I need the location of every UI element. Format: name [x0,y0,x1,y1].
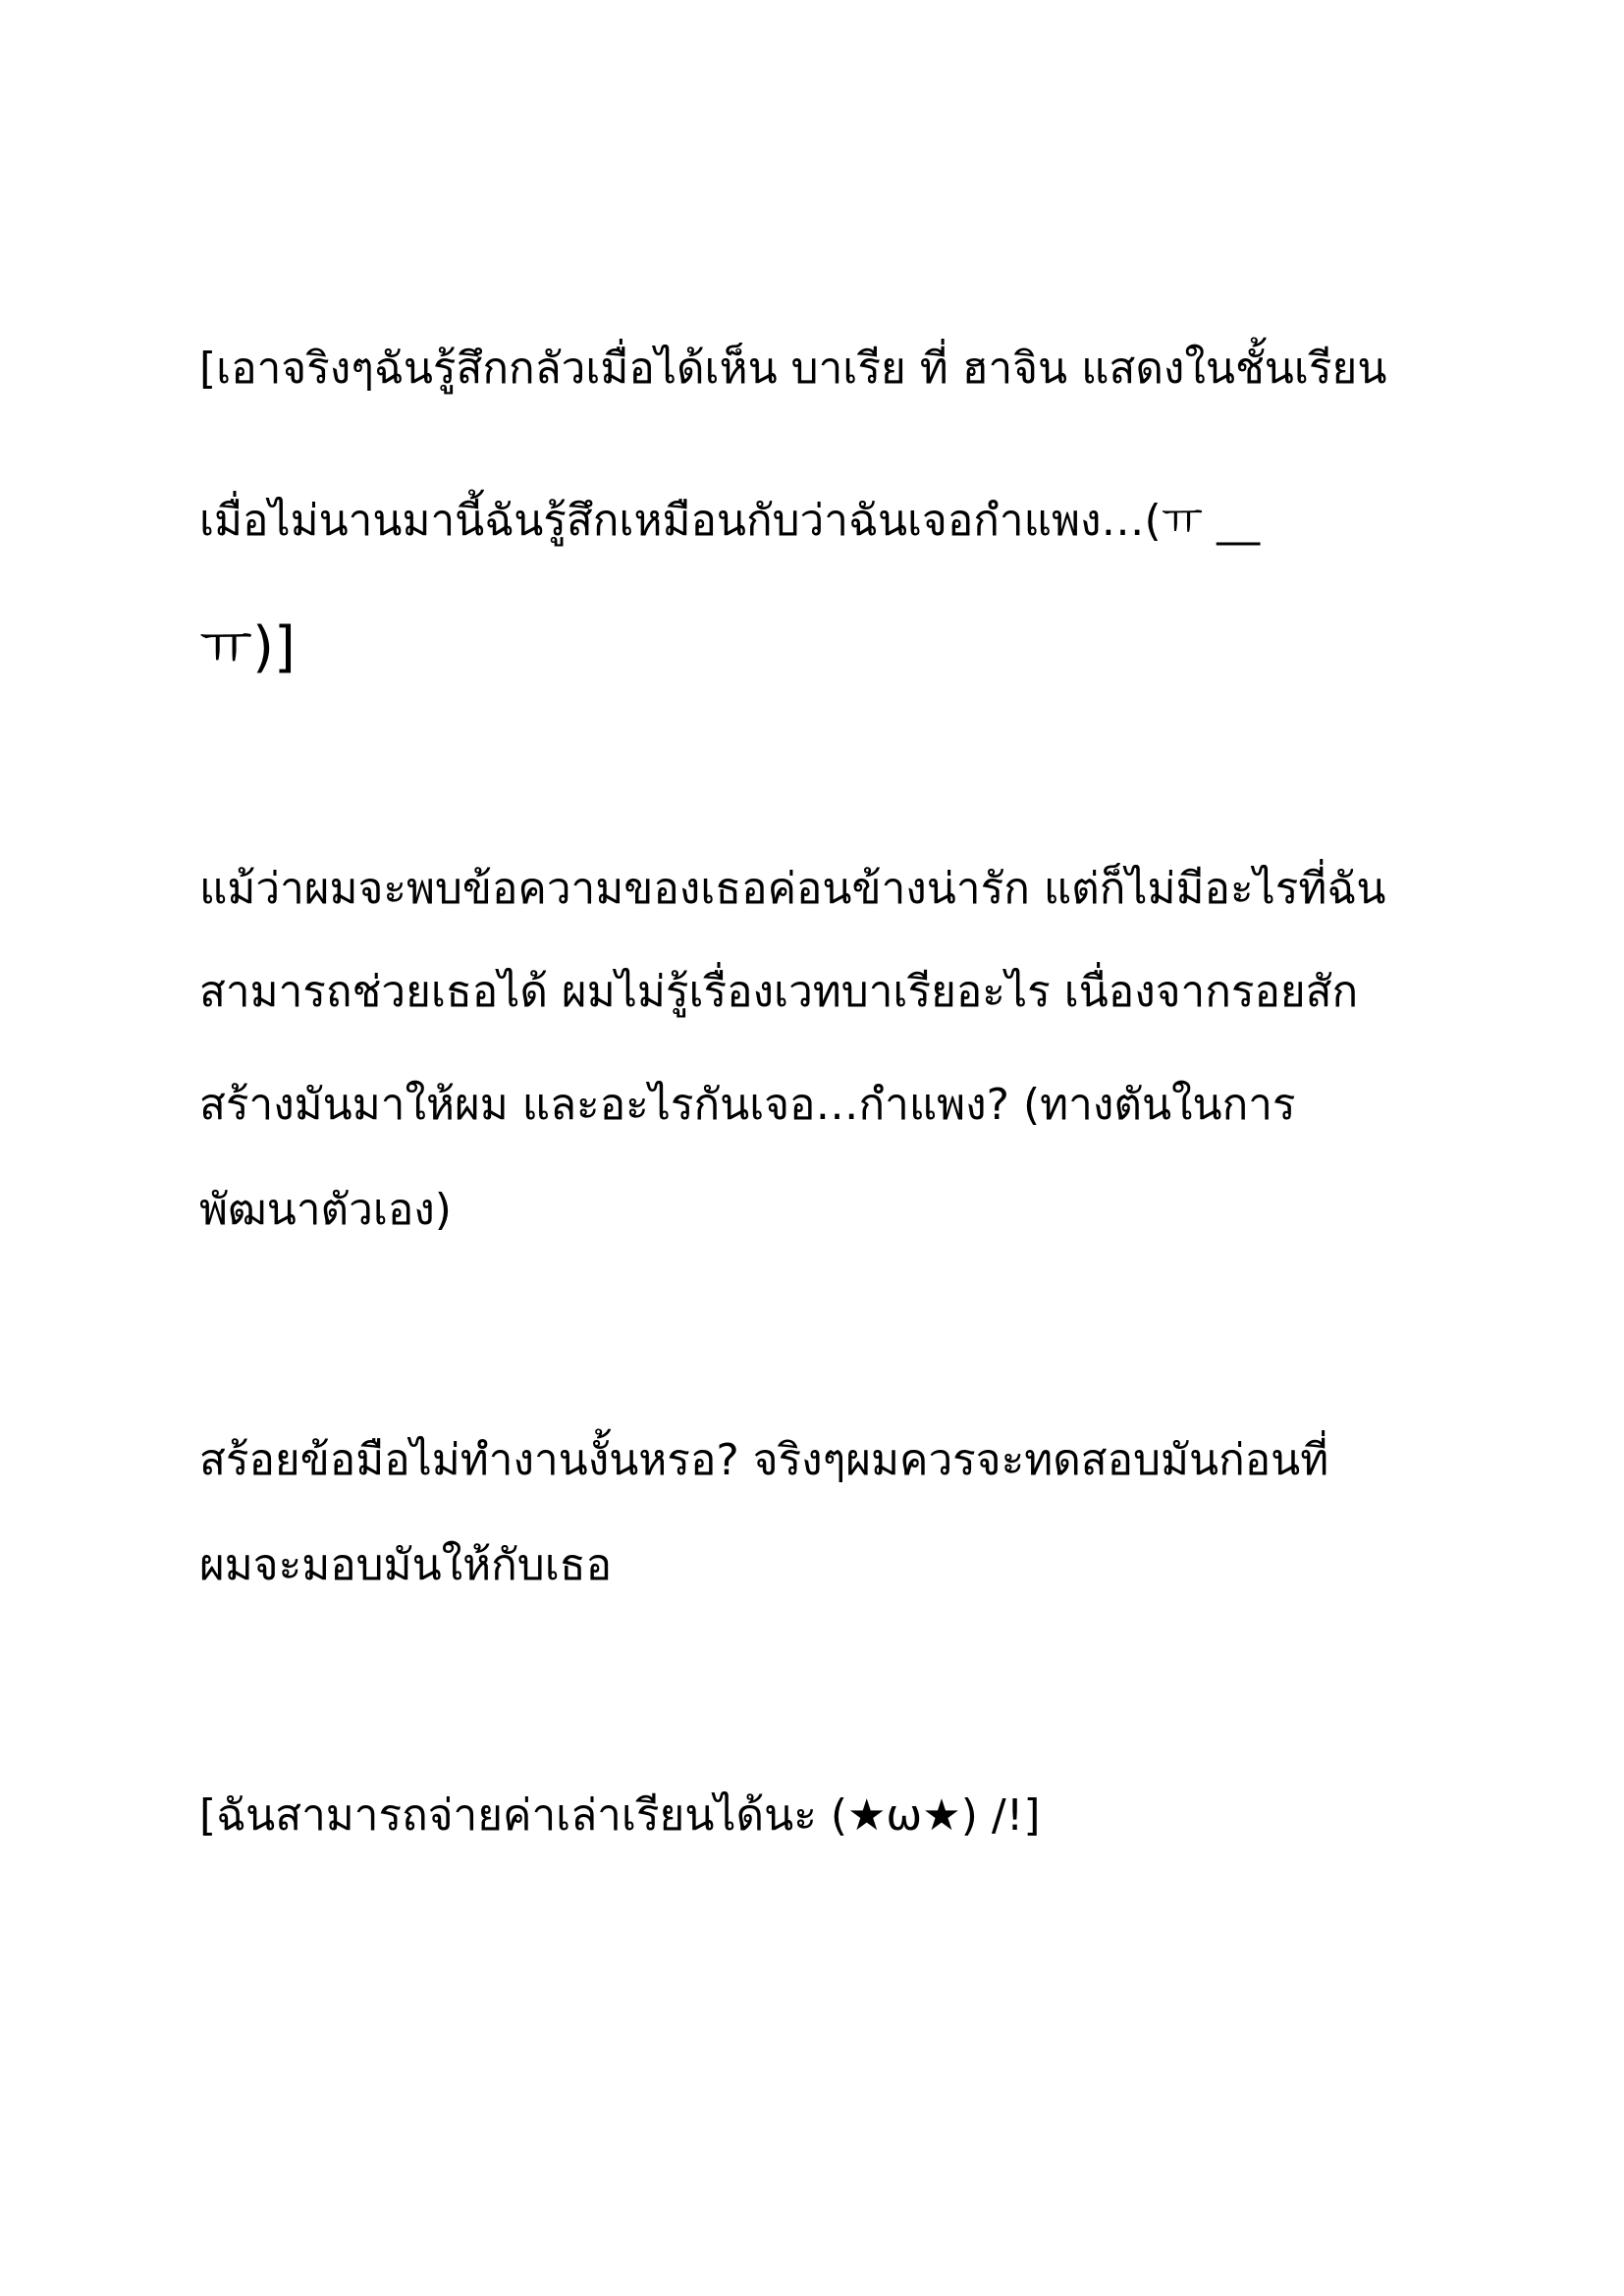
paragraph-4-line-1: [ฉันสามารถจ่ายค่าเล่าเรียนได้นะ (★ω★) /!] [199,1790,1041,1841]
paragraph-1-line-3: ㅠ)] [199,615,296,679]
paragraph-2-line-2: สามารถช่วยเธอได้ ผมไม่รู้เรื่องเวทบาเรียอะไร เนื่องจากรอยสัก [199,967,1359,1017]
paragraph-3-line-1: สร้อยข้อมือไม่ทำงานงั้นหรอ? จริงๆผมควรจะทดสอบมันก่อนที่ [199,1435,1329,1485]
paragraph-1-line-2: เมื่อไม่นานมานี้ฉันรู้สึกเหมือนกับว่าฉันเจอกำแพง…(ㅠ __ [199,496,1261,546]
paragraph-2-line-4: พัฒนาตัวเอง) [199,1185,452,1235]
paragraph-1-line-1: [เอาจริงๆฉันรู้สึกกลัวเมื่อได้เห็น บาเรีย ที่ ฮาจิน แสดงในชั้นเรียน [199,344,1387,394]
paragraph-2-line-3: สร้างมันมาให้ผม และอะไรกันเจอ…กำแพง? (ทางตันในการ [199,1080,1296,1130]
paragraph-2-line-1: แม้ว่าผมจะพบข้อความของเธอค่อนข้างน่ารัก แต่ก็ไม่มีอะไรที่ฉัน [199,864,1386,914]
paragraph-3-line-2: ผมจะมอบมันให้กับเธอ [199,1540,613,1590]
